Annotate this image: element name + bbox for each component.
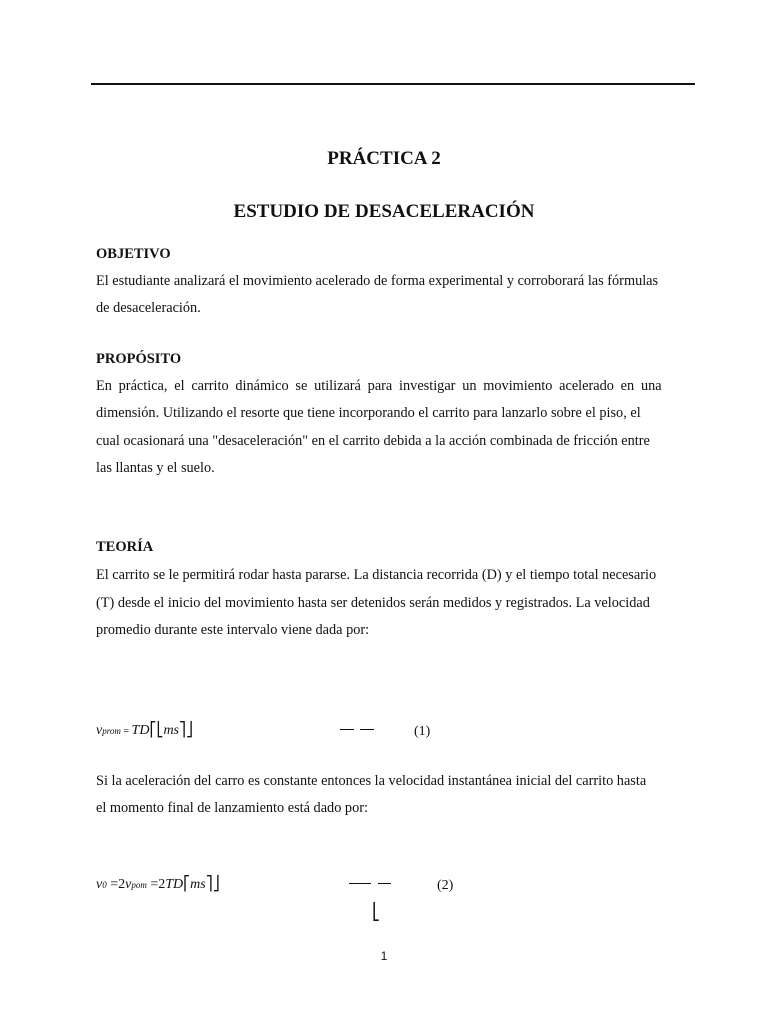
proposito-text-line-1: En práctica, el carrito dinámico se utilizará para investigar un movimiento acelerado en una: [96, 378, 662, 394]
eq2-v0: v: [96, 877, 103, 892]
page-subtitle: ESTUDIO DE DESACELERACIÓN: [233, 201, 535, 222]
teoria-text-line-2: (T) desde el inicio del movimiento hasta ser detenidos serán medidos y registrados. La velocidad: [96, 595, 650, 611]
teoria-text-line-5: el momento final de lanzamiento está dado por:: [96, 800, 368, 816]
equation-2: [96, 876, 220, 893]
objetivo-text-line-1: El estudiante analizará el movimiento acelerado de forma experimental y corroborará las fórmulas: [96, 273, 659, 289]
proposito-text-line-2: dimensión. Utilizando el resorte que tiene incorporando el carrito para lanzarlo sobre el piso, el: [96, 405, 641, 421]
teoria-text-line-1: El carrito se le permitirá rodar hasta pararse. La distancia recorrida (D) y el tiempo total necesario: [96, 567, 657, 583]
eq1-subscript: prom: [102, 726, 121, 736]
teoria-text-line-4: Si la aceleración del carro es constante entonces la velocidad instantánea inicial del carrito hasta: [96, 773, 647, 789]
section-heading-objetivo: OBJETIVO: [96, 246, 171, 262]
eq2-subscript-0: 0: [102, 880, 107, 890]
eq1-bracket-open: ⎡⎣: [149, 723, 164, 738]
eq1-bracket-close: ⎤⎦: [179, 723, 193, 738]
eq1-v: v: [96, 723, 103, 738]
eq2-bracket-close: ⎤⎦: [205, 877, 220, 892]
eq1-fraction-bar-1: [340, 729, 354, 730]
eq1-td: TD: [131, 723, 150, 738]
equation-1: [96, 722, 193, 739]
eq2-fraction-bar-2: [378, 883, 391, 884]
eq1-units: ms: [163, 723, 179, 738]
eq2-bracket-open: ⎡: [183, 877, 191, 892]
page-title: PRÁCTICA 2: [327, 148, 441, 169]
objetivo-text-line-2: de desaceleración.: [96, 300, 201, 316]
eq2-subscript-pom: pom: [131, 880, 147, 890]
eq2-units: ms: [190, 877, 206, 892]
eq2-equals-2: =2: [146, 877, 166, 892]
teoria-text-line-3: promedio durante este intervalo viene dada por:: [96, 622, 370, 638]
proposito-text-line-4: las llantas y el suelo.: [96, 460, 215, 476]
proposito-text-line-3: cual ocasionará una "desaceleración" en el carrito debida a la acción combinada de fricción entre: [96, 433, 650, 449]
eq1-fraction-bar-2: [360, 729, 374, 730]
eq2-bracket-glyph: ⎣: [372, 904, 380, 921]
eq2-fraction-bar-1: [349, 883, 371, 884]
page-number: 1: [380, 949, 388, 963]
eq1-number: (1): [414, 724, 431, 739]
eq2-number: (2): [437, 878, 454, 893]
eq2-v: v: [125, 877, 132, 892]
header-rule: [91, 83, 695, 85]
section-heading-teoria: TEORÍA: [96, 539, 154, 555]
eq2-equals-1: =2: [106, 877, 126, 892]
eq2-td: TD: [165, 877, 184, 892]
eq1-equals: =: [120, 726, 132, 737]
section-heading-proposito: PROPÓSITO: [96, 351, 182, 367]
